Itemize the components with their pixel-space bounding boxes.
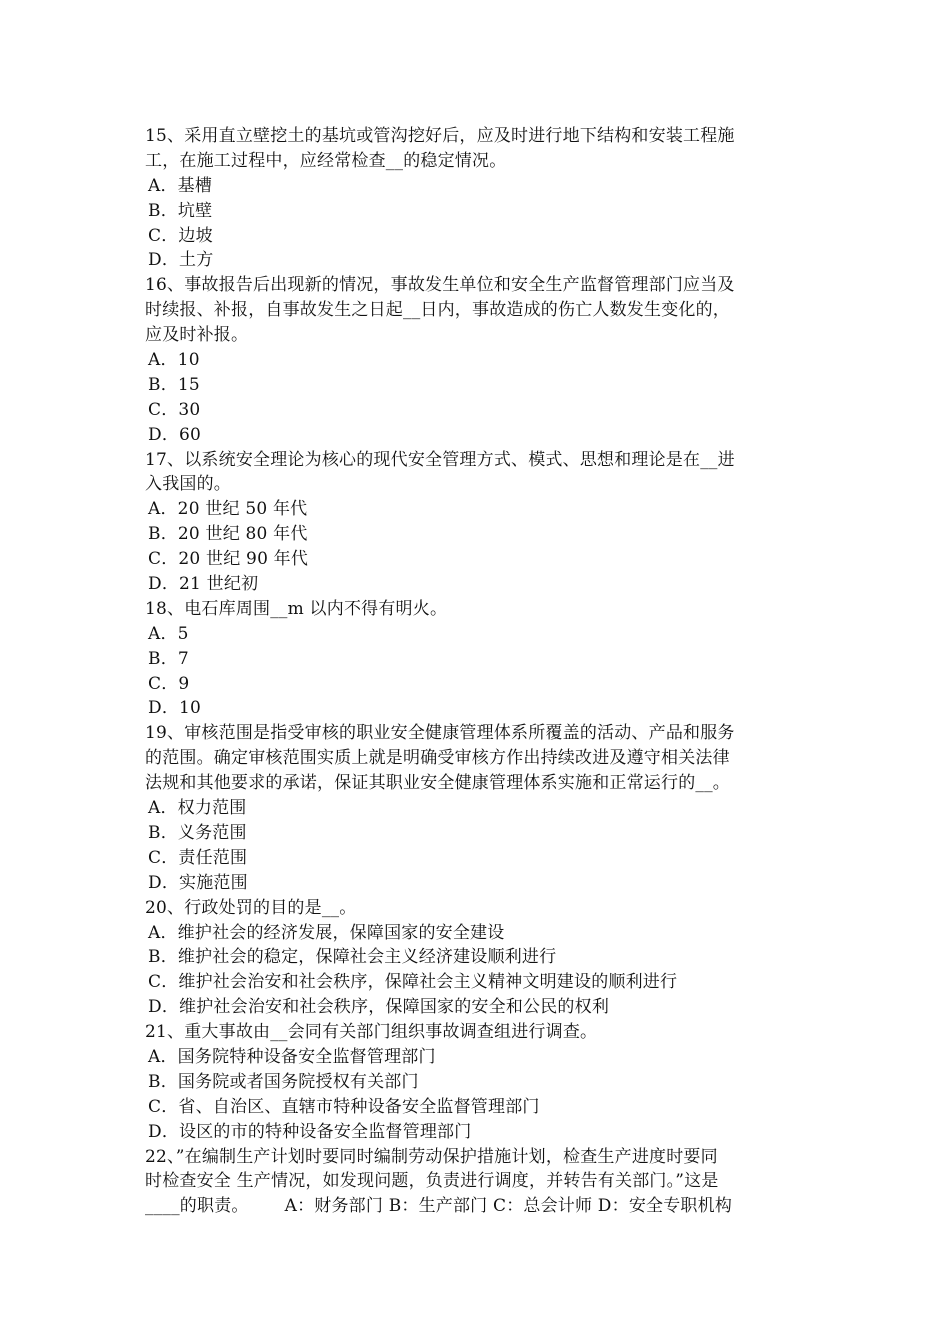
question-stem: 19、审核范围是指受审核的职业安全健康管理体系所覆盖的活动、产品和服务 bbox=[145, 723, 735, 744]
option-b: B．国务院或者国务院授权有关部门 bbox=[148, 1071, 419, 1092]
option-b: B．7 bbox=[148, 648, 189, 669]
option-c: C．边坡 bbox=[148, 225, 213, 246]
option-a: A．基槽 bbox=[148, 175, 213, 196]
option-b: B．15 bbox=[148, 374, 200, 395]
option-c: C．责任范围 bbox=[148, 847, 248, 868]
question-stem: 20、行政处罚的目的是__。 bbox=[145, 897, 357, 918]
question-15 bbox=[145, 124, 815, 273]
option-a: A．维护社会的经济发展，保障国家的安全建设 bbox=[148, 922, 505, 943]
option-a: A．5 bbox=[148, 623, 189, 644]
option-b: B．20 世纪 80 年代 bbox=[148, 524, 308, 545]
option-c: C．30 bbox=[148, 399, 201, 420]
question-stem: 17、以系统安全理论为核心的现代安全管理方式、模式、思想和理论是在__进 bbox=[145, 449, 735, 470]
option-a: A．国务院特种设备安全监督管理部门 bbox=[148, 1046, 436, 1067]
question-stem: 时检查安全 生产情况，如发现问题，负责进行调度，并转告有关部门。”这是 bbox=[145, 1171, 719, 1192]
option-c: C．维护社会治安和社会秩序，保障社会主义精神文明建设的顺利进行 bbox=[148, 972, 678, 993]
option-a: A．10 bbox=[148, 350, 200, 371]
question-stem: 的范围。确定审核范围实质上就是明确受审核方作出持续改进及遵守相关法律 bbox=[145, 748, 730, 769]
inline-options: A：财务部门 B：生产部门 C：总会计师 D：安全专职机构 bbox=[284, 1196, 733, 1217]
question-20 bbox=[145, 896, 815, 1020]
question-stem: 15、采用直立壁挖土的基坑或管沟挖好后，应及时进行地下结构和安装工程施 bbox=[145, 126, 735, 146]
question-stem: 应及时补报。 bbox=[145, 325, 249, 346]
option-a: A．权力范围 bbox=[148, 798, 247, 819]
question-stem: 法规和其他要求的承诺，保证其职业安全健康管理体系实施和正常运行的__。 bbox=[145, 773, 730, 794]
option-d: D．实施范围 bbox=[148, 872, 248, 893]
question-22 bbox=[145, 1145, 815, 1220]
question-stem: 22、”在编制生产计划时要同时编制劳动保护措施计划，检查生产进度时要同 bbox=[145, 1146, 718, 1167]
option-b: B．坑壁 bbox=[148, 200, 213, 221]
question-17 bbox=[145, 448, 815, 597]
option-d: D．21 世纪初 bbox=[148, 574, 259, 595]
option-d: D．10 bbox=[148, 698, 202, 719]
option-b: B．义务范围 bbox=[148, 822, 247, 843]
option-a: A．20 世纪 50 年代 bbox=[148, 499, 308, 520]
option-d: D．土方 bbox=[148, 250, 214, 271]
question-18 bbox=[145, 597, 815, 721]
question-stem-with-options bbox=[145, 1194, 815, 1219]
question-stem: 16、事故报告后出现新的情况，事故发生单位和安全生产监督管理部门应当及 bbox=[145, 275, 735, 296]
option-d: D．设区的市的特种设备安全监督管理部门 bbox=[148, 1121, 472, 1142]
question-stem: 21、重大事故由__会同有关部门组织事故调查组进行调查。 bbox=[145, 1022, 598, 1043]
question-21 bbox=[145, 1020, 815, 1144]
question-stem: 工，在施工过程中，应经常检查__的稳定情况。 bbox=[145, 150, 507, 171]
question-stem: 18、电石库周围__m 以内不得有明火。 bbox=[145, 598, 448, 619]
document-page bbox=[145, 124, 815, 1219]
option-d: D．维护社会治安和社会秩序，保障国家的安全和公民的权利 bbox=[148, 997, 610, 1018]
option-c: C．20 世纪 90 年代 bbox=[148, 549, 309, 570]
option-c: C．省、自治区、直辖市特种设备安全监督管理部门 bbox=[148, 1096, 540, 1117]
question-stem: 入我国的。 bbox=[145, 474, 231, 495]
option-b: B．维护社会的稳定，保障社会主义经济建设顺利进行 bbox=[148, 947, 557, 968]
question-16 bbox=[145, 273, 815, 447]
option-d: D．60 bbox=[148, 424, 202, 445]
question-stem: 时续报、补报，自事故发生之日起__日内，事故造成的伤亡人数发生变化的， bbox=[145, 300, 730, 321]
option-c: C．9 bbox=[148, 673, 190, 694]
question-19 bbox=[145, 721, 815, 895]
question-stem-tail: ____的职责。 bbox=[145, 1196, 249, 1217]
